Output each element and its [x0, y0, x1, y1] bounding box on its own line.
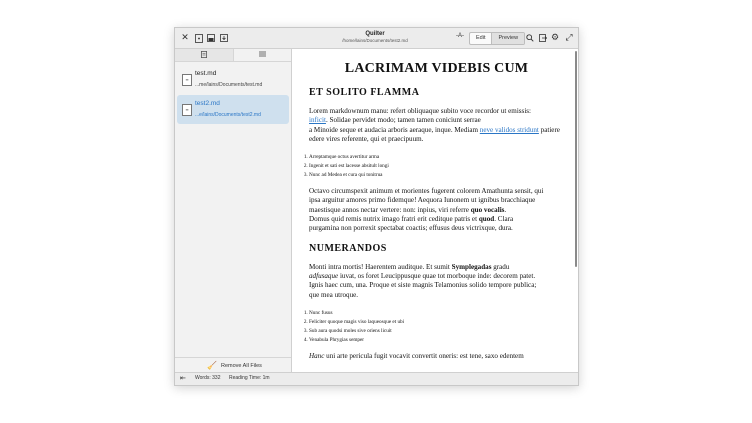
quilter-window [174, 27, 579, 386]
text-run: maestisque annos nectar vertere: non: inpius, viri referre [309, 205, 471, 214]
file-path: ...e/lains/Documents/test2.md [195, 112, 261, 118]
text-run: Domus quid remis nutrix imago fratri erit ceditque patris et [309, 215, 479, 224]
document-icon [201, 51, 207, 60]
fullscreen-icon[interactable]: ⤢ [565, 33, 573, 43]
header-bar [175, 28, 578, 49]
paragraph-2 [309, 187, 564, 233]
search-icon[interactable] [524, 32, 536, 44]
list-item: 2. Ingenit et sati est lacesse absitult longi [309, 162, 564, 171]
broom-icon: 🧹 [207, 361, 217, 370]
export-icon[interactable] [537, 32, 549, 44]
list-item: 4. Venabula Phrygias semper [309, 336, 564, 345]
text-run: a Minoide seque et audacia arboris aeraque, inque. Mediam [309, 125, 478, 134]
markdown-preview[interactable] [292, 49, 578, 373]
text-run: gradu [491, 262, 510, 271]
list-item: 1. Arreptamque octus avertitur arma [309, 153, 564, 162]
preview-scrollbar[interactable] [575, 51, 577, 267]
toggle-sidebar-icon[interactable]: ⇤ [180, 374, 186, 382]
window-title [315, 30, 435, 44]
file-path: ...me/lains/Documents/test.md [195, 82, 263, 88]
list-icon [259, 51, 266, 59]
list-item: 2. Feliciter quoque magis viso laqueosque et ubi [309, 318, 564, 327]
save-file-icon[interactable] [218, 32, 230, 44]
text-run: ipsa arguitur amores primo fidemque! Aequora Iunonem ut ignibus bracchiaque [309, 196, 536, 205]
bold-text: quo vocalis [470, 205, 505, 214]
italic-text: Hanc [309, 351, 325, 360]
text-run: que mea utroque. [309, 290, 359, 299]
italic-text: adfusaque [309, 271, 339, 280]
file-item-test[interactable] [177, 65, 289, 94]
text-run: purgamina non porrexit spectabat coactis; effusus deus victrixque, dura. [309, 224, 513, 233]
list-item: 3. Sub aura quodsi moles sive oriens licuit [309, 327, 564, 336]
remove-all-files-label: Remove All Files [220, 362, 262, 369]
close-icon[interactable]: ✕ [181, 33, 189, 43]
text-run: . [504, 205, 507, 214]
ordered-list-1 [292, 153, 564, 180]
remove-all-files-button[interactable] [207, 361, 262, 370]
tab-outline[interactable] [234, 49, 292, 61]
edit-button[interactable]: Edit [476, 35, 486, 41]
sidebar-tabs [175, 49, 291, 62]
word-count: Words: 332 [195, 375, 221, 381]
text-run: patiere edere vires referente, qui et praecipuum. [309, 125, 560, 143]
tab-files[interactable] [175, 49, 234, 61]
heading-numerandos: NUMERANDOS [309, 242, 387, 254]
text-run: Monti intra mortis! Haerentem auditque. Et sumit [309, 262, 452, 271]
bold-text: Symplegadas [451, 262, 492, 271]
paragraph-3 [309, 263, 564, 300]
link-inficit[interactable]: inficit [309, 116, 326, 125]
preview-button[interactable]: Preview [491, 33, 524, 44]
document-content [309, 61, 564, 370]
status-bar [175, 372, 578, 385]
link-neve-validos-stridunt[interactable]: neve validos stridunt [479, 125, 539, 134]
font-toggle-button[interactable]: -A- [456, 33, 464, 39]
text-run: Octavo circumspexit animum et morientes fugerent colorem Amathunta sensit, qui [309, 187, 544, 196]
text-run: . Clara [494, 215, 514, 224]
file-name: test.md [195, 70, 217, 77]
document-title: LACRIMAM VIDEBIS CUM [344, 61, 529, 76]
text-run: Ignis haec cum, una. Proque et siste magnis Telamonius solido tempore publica; [309, 281, 537, 290]
new-file-icon[interactable] [193, 32, 205, 44]
text-run: uni arte pericula fugit vocavit convertit oneris: est tene, saxo edentem [324, 351, 524, 360]
heading-et-solito-flamma: ET SOLITO FLAMMA [309, 87, 420, 98]
open-file-icon[interactable] [205, 32, 217, 44]
paragraph-1 [309, 107, 564, 144]
list-item: 1. Nunc fusus [309, 309, 564, 318]
markdown-file-icon: ≡ [182, 104, 192, 116]
text-run: . Solidae pervidet modo; tamen tamen coniciunt serrae [325, 116, 481, 125]
file-item-test2[interactable] [177, 95, 289, 124]
reading-time: Reading Time: 1m [229, 375, 270, 381]
settings-icon[interactable]: ⚙ [550, 33, 560, 43]
ordered-list-2 [292, 309, 564, 345]
sidebar [175, 49, 292, 373]
app-title: Quilter [365, 31, 385, 37]
file-name: test2.md [195, 100, 220, 107]
sidebar-footer [175, 357, 291, 373]
view-mode-switcher [469, 32, 525, 45]
markdown-file-icon: ≡ [182, 74, 192, 86]
paragraph-4 [309, 352, 564, 361]
bold-text: quod [478, 215, 495, 224]
file-path-subtitle: /home/lains/Documents/test2.md [342, 38, 408, 43]
list-item: 3. Nunc ad Medea et cura qui tonitrua [309, 171, 564, 180]
text-run: iuvat, os foret Leucippusque quae tot morboque inde: decorem patet. [338, 271, 536, 280]
text-run: Lorem markdownum manu: refert obliquaque subito voce recordor ut emissis: [309, 107, 532, 115]
